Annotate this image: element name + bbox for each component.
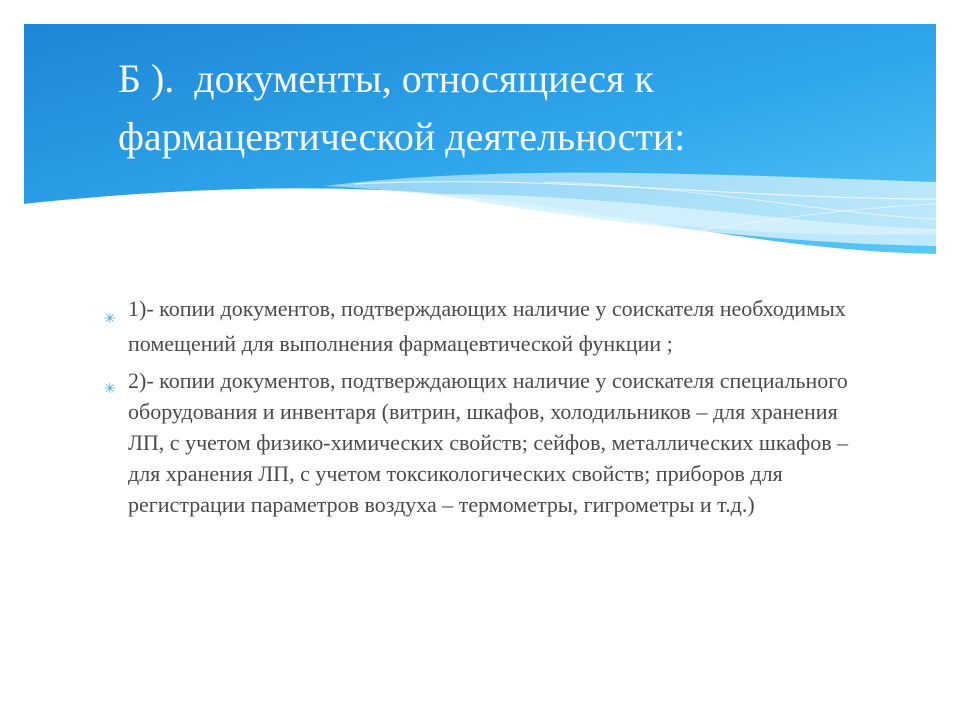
- bullet-item: [104, 365, 874, 520]
- bullet-list: [104, 291, 874, 524]
- asterisk-icon: ✳: [104, 311, 116, 327]
- bullet-item: [104, 291, 874, 361]
- slide-title: Б ). документы, относящиеся к фармацевтической деятельности:: [118, 56, 686, 159]
- bullet-text: 2)- копии документов, подтверждающих наличие у соискателя специального оборудования и инвентаря (витрин, шкафов, холодильников – для хранения ЛП, с учетом физико-химических свойств; сейфов, металлических шкафов – для хранения ЛП, с учетом токсикологических свойств; приборов для регистрации параметров воздуха – термометры, гигрометры и т.д.): [128, 368, 849, 517]
- bullet-text: 1)- копии документов, подтверждающих наличие у соискателя необходимых помещений для выполнения фармацевтической функции ;: [128, 296, 846, 356]
- asterisk-icon: ✳: [104, 381, 116, 397]
